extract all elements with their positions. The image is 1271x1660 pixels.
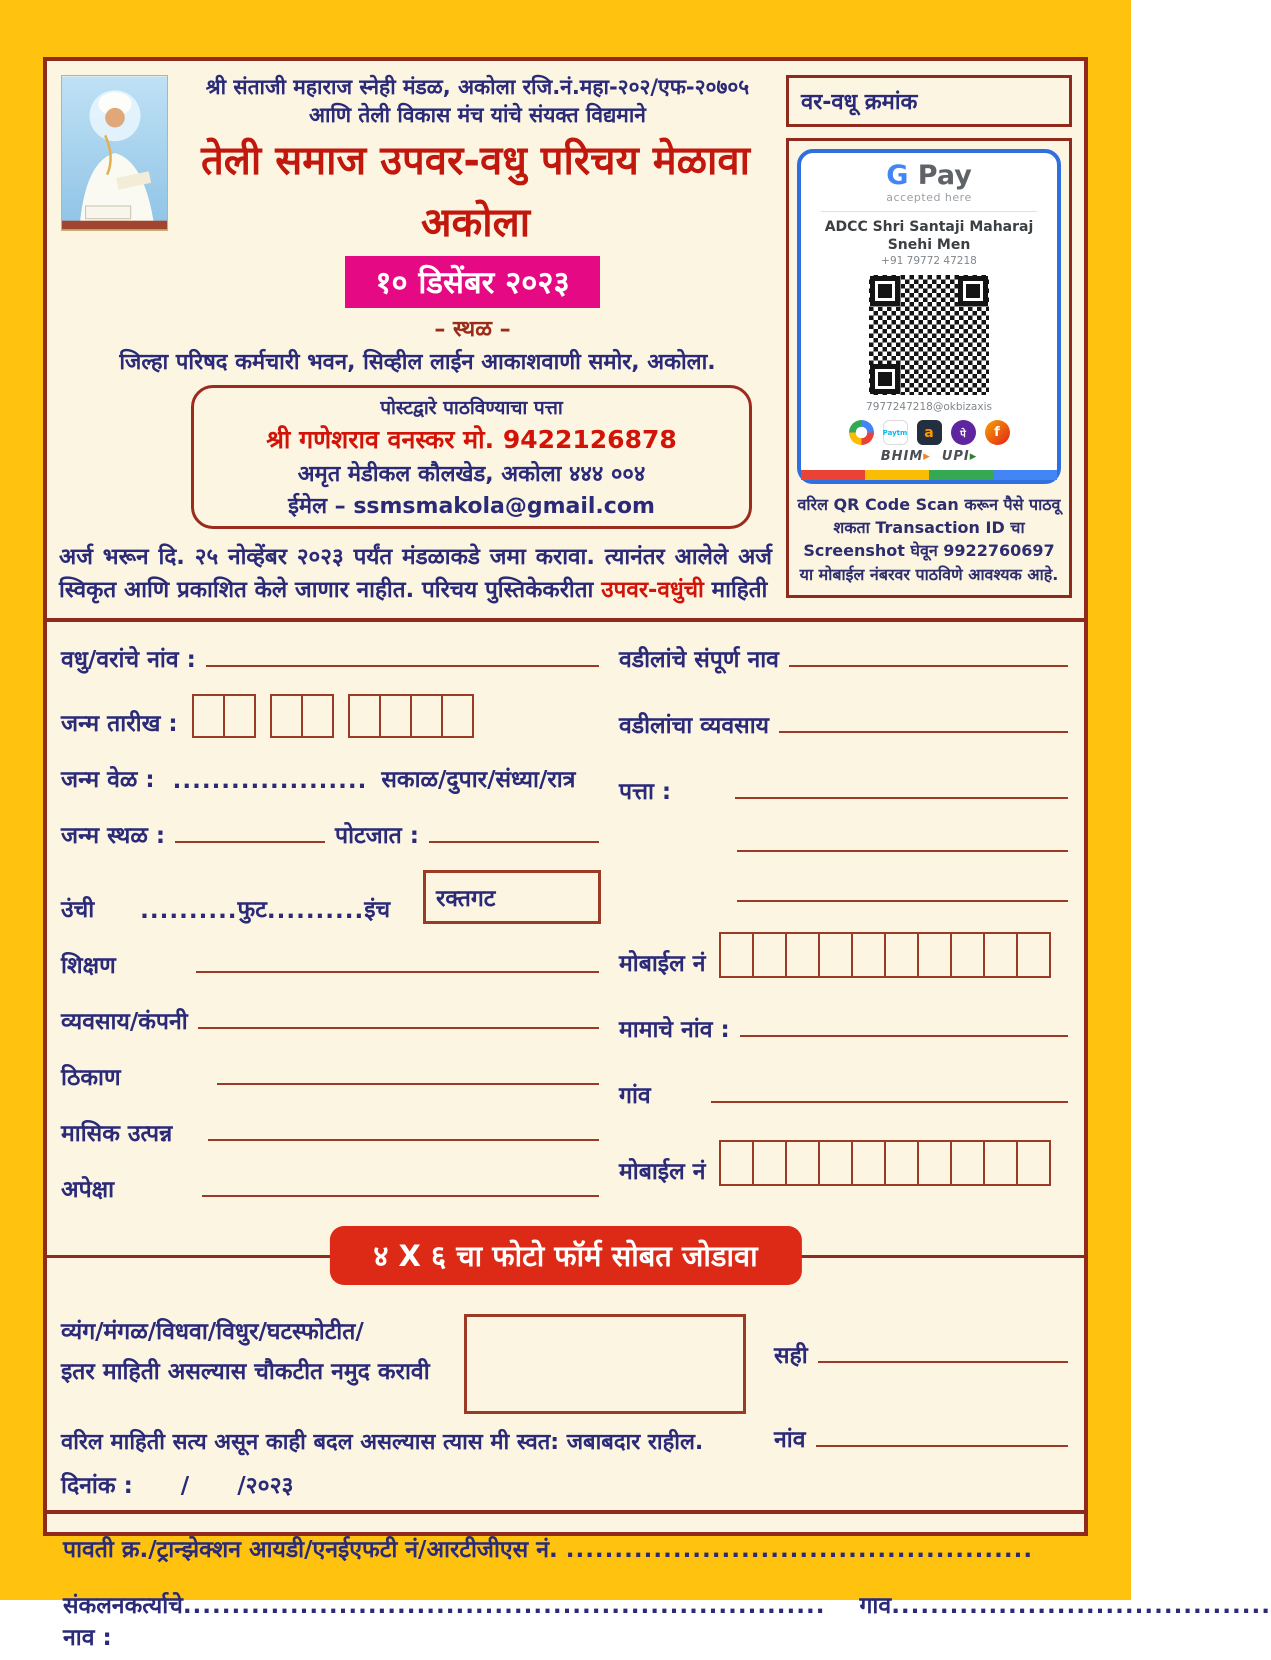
signature-label: सही <box>774 1343 808 1370</box>
income-label: मासिक उत्पन्न <box>61 1121 173 1148</box>
field-village <box>619 1074 1070 1110</box>
date-row <box>61 1468 748 1500</box>
field-uncle-name <box>619 1008 1070 1044</box>
field-signature <box>774 1338 1070 1370</box>
footer-village-input-dots[interactable]: ....................................... <box>891 1593 1271 1620</box>
intro-text-pre: अर्ज भरून दि. २५ नोव्हेंबर २०२३ पर्यंत मंडळाकडे जमा करावा. त्यानंतर आलेले अर्ज स्विकृत आणि प्रकाशित केले जाणार नाहीत. परिचय पुस्तिकेकरीता <box>59 543 772 604</box>
dob-year-cells[interactable] <box>348 694 474 738</box>
declarant-name-input-line[interactable] <box>816 1445 1068 1447</box>
father-occupation-label: वडीलांचा व्यवसाय <box>619 713 770 740</box>
field-birth-place <box>61 814 601 850</box>
venue-text: जिल्हा परिषद कर्मचारी भवन, सिव्हील लाईन आकाशवाणी समोर, अकोला. <box>119 349 716 375</box>
signature-column <box>748 1312 1070 1500</box>
signature-input-line[interactable] <box>818 1361 1068 1363</box>
address-input-line-2[interactable] <box>737 850 1068 852</box>
uncle-name-label: मामाचे नांव : <box>619 1017 730 1044</box>
birth-time-options: सकाळ/दुपार/संध्या/रात्र <box>381 767 576 794</box>
address-label: पत्ता : <box>619 779 672 806</box>
card-divider <box>821 211 1037 212</box>
event-title: तेली समाज उपवर-वधु परिचय मेळावा अकोला <box>201 137 750 246</box>
education-label: शिक्षण <box>61 953 116 980</box>
birth-place-label: जन्म स्थळ : <box>61 823 166 850</box>
declaration-main <box>61 1312 748 1500</box>
merchant-line-2: Snehi Men <box>887 236 971 253</box>
upi-arrow-icon: ▸ <box>969 449 978 465</box>
org-line-2: आणि तेली विकास मंच यांचे संयक्त विद्यमाने <box>309 103 646 128</box>
mobile-2-cells[interactable] <box>719 1140 1051 1186</box>
height-feet-dots[interactable]: .......... <box>140 898 238 925</box>
receipt-input-dots[interactable]: ................................................ <box>565 1537 1034 1564</box>
birth-date-label: जन्म तारीख : <box>61 711 178 738</box>
intro-text-post: माहिती <box>703 577 768 604</box>
merchant-phone: +91 79772 47218 <box>881 255 977 268</box>
upi-label: UPI <box>941 449 970 465</box>
office-footer <box>59 1514 1271 1660</box>
income-input-line[interactable] <box>208 1139 599 1141</box>
expectation-label: अपेक्षा <box>61 1177 115 1204</box>
other-info-box[interactable] <box>464 1314 746 1414</box>
collector-name-input-dots[interactable]: .................................................................. <box>182 1593 826 1620</box>
freecharge-icon: f <box>985 420 1010 445</box>
truth-statement: वरिल माहिती सत्य असून काही बदल असल्यास त्यास मी स्वत: जबाबदार राहील. <box>61 1430 704 1456</box>
registration-number-box[interactable]: वर-वधू क्रमांक <box>786 75 1072 127</box>
date-label: दिनांक : <box>61 1473 133 1500</box>
expectation-input-line[interactable] <box>202 1195 599 1197</box>
occupation-label: व्यवसाय/कंपनी <box>61 1009 188 1036</box>
location-label: ठिकाण <box>61 1065 121 1092</box>
intro-highlight: उपवर-वधुंची <box>601 577 704 604</box>
birth-place-input-line[interactable] <box>175 841 325 843</box>
merchant-name <box>801 218 1057 254</box>
bhim-label: BHIM <box>880 449 924 465</box>
height-label: उंची <box>61 897 95 924</box>
org-line-1: श्री संताजी महाराज स्नेही मंडळ, अकोला रजि.नं.महा-२०२/एफ-२०७०५ <box>205 75 750 99</box>
qr-finder-top-left <box>870 276 900 306</box>
venue-label: – स्थळ – <box>434 316 511 342</box>
declaration-texts <box>61 1312 458 1393</box>
birth-time-label: जन्म वेळ : <box>61 767 155 794</box>
payment-column <box>786 69 1072 608</box>
dob-month-cells[interactable] <box>270 694 334 738</box>
qr-finder-top-right <box>958 276 988 306</box>
field-address <box>619 770 1070 806</box>
blood-group-box[interactable] <box>423 870 601 924</box>
payment-app-icons <box>801 420 1057 445</box>
upi-id-text: 7977247218@okbizaxis <box>866 401 992 414</box>
mobile-2-label: मोबाईल नं <box>619 1159 706 1186</box>
occupation-input-line[interactable] <box>198 1027 599 1029</box>
gpay-pay: Pay <box>908 160 972 191</box>
name-label: वधु/वरांचे नांव : <box>61 647 196 674</box>
collector-name-label: संकलनकर्त्याचे नाव : <box>63 1593 183 1652</box>
form-right-column <box>619 638 1070 1224</box>
card-color-stripe <box>801 470 1057 480</box>
father-name-input-line[interactable] <box>789 665 1068 667</box>
contact-phone: 9422126878 <box>502 424 677 454</box>
field-education <box>61 944 601 980</box>
merchant-line-1: ADCC Shri Santaji Maharaj <box>824 218 1034 235</box>
accepted-here-text: accepted here <box>886 190 972 204</box>
bhim-upi-logo <box>801 449 1057 464</box>
photo-banner-row <box>59 1226 1072 1288</box>
form-content-frame <box>43 57 1271 1652</box>
location-input-line[interactable] <box>217 1083 599 1085</box>
gpay-icon <box>849 420 874 445</box>
field-father-name <box>619 638 1070 674</box>
field-income <box>61 1112 601 1148</box>
field-height-blood <box>61 870 601 924</box>
event-date-badge: १० डिसेंबर २०२३ <box>345 256 599 308</box>
postal-contact-name <box>204 422 739 456</box>
postal-email: ईमेल – ssmsmakola@gmail.com <box>288 493 655 519</box>
mobile-1-label: मोबाईल नं <box>619 951 706 978</box>
gpay-logo-icon <box>801 161 1057 191</box>
bhim-arrow-icon: ▸ <box>923 449 931 465</box>
top-section <box>59 69 1072 608</box>
payment-box <box>786 138 1072 598</box>
field-expectation <box>61 1168 601 1204</box>
top-main-column <box>59 69 776 608</box>
receipt-label: पावती क्र./ट्रान्झेक्शन आयडी/एनईएफटी नं/आरटीजीएस नं. <box>63 1537 566 1564</box>
father-name-label: वडीलांचे संपूर्ण नाव <box>619 647 779 674</box>
declaration-top-row <box>61 1312 748 1414</box>
intro-paragraph <box>59 541 776 609</box>
gpay-g: G <box>886 160 909 191</box>
uncle-name-input-line[interactable] <box>740 1035 1068 1037</box>
form-left-column <box>61 638 601 1224</box>
field-birth-time <box>61 758 601 794</box>
amazon-pay-icon: a <box>917 420 942 445</box>
field-mobile-1 <box>619 932 1070 978</box>
name-input-line[interactable] <box>206 665 599 667</box>
declarant-name-label: नांव <box>774 1427 806 1454</box>
field-occupation <box>61 1000 601 1036</box>
subcaste-input-line[interactable] <box>429 841 599 843</box>
collector-row <box>63 1588 1271 1652</box>
field-declarant-name <box>774 1422 1070 1454</box>
education-input-line[interactable] <box>196 971 599 973</box>
phonepe-icon: पे <box>951 420 976 445</box>
field-birth-date <box>61 694 601 738</box>
saint-portrait-image <box>61 75 168 231</box>
date-input-value[interactable]: / /२०२३ <box>132 1473 294 1500</box>
address-input-line-1[interactable] <box>735 797 1068 799</box>
event-date-row <box>169 256 776 308</box>
subcaste-label: पोटजात : <box>335 823 419 850</box>
village-input-line[interactable] <box>711 1101 1068 1103</box>
form-section <box>59 622 1072 1224</box>
footer-village-label: गाव <box>859 1593 892 1620</box>
postal-address-box <box>191 385 752 529</box>
field-father-occupation <box>619 704 1070 740</box>
inch-label: इंच <box>364 897 391 924</box>
height-inch-dots[interactable]: .......... <box>266 898 365 925</box>
declaration-line-1: व्यंग/मंगळ/विधवा/विधुर/घटस्फोटीत/ <box>61 1319 364 1346</box>
receipt-row <box>63 1532 1068 1564</box>
qr-finder-bottom-left <box>870 364 900 394</box>
mobile-1-cells[interactable] <box>719 932 1051 978</box>
feet-label: फुट <box>237 897 267 924</box>
birth-time-input-dots[interactable]: .................... <box>172 768 368 795</box>
photo-banner: ४ X ६ चा फोटो फॉर्म सोबत जोडावा <box>329 1226 801 1285</box>
contact-name: श्री गणेशराव वनस्कर मो. <box>266 424 503 454</box>
dob-day-cells[interactable] <box>192 694 256 738</box>
postal-heading: पोस्टद्वारे पाठविण्याचा पत्ता <box>380 396 563 419</box>
gpay-card <box>797 149 1061 484</box>
qr-code <box>866 272 992 398</box>
father-occupation-input-line[interactable] <box>779 731 1068 733</box>
address-input-line-3[interactable] <box>737 900 1068 902</box>
field-mobile-2 <box>619 1140 1070 1186</box>
postal-address: अमृत मेडीकल कौलखेड, अकोला ४४४ ००४ <box>297 461 646 487</box>
field-name <box>61 638 601 674</box>
declaration-section <box>59 1288 1072 1500</box>
paytm-icon: Paytm <box>883 420 908 445</box>
organization-lines <box>179 69 776 130</box>
field-location <box>61 1056 601 1092</box>
blood-group-label: रक्तगट <box>436 886 496 913</box>
village-label: गांव <box>619 1083 651 1110</box>
declaration-line-2: इतर माहिती असल्यास चौकटीत नमुद करावी <box>61 1359 430 1386</box>
payment-instructions: वरिल QR Code Scan करून पैसे पाठवू शकता Transaction ID चा Screenshot घेवून 9922760697 या मोबाईल नंबरवर पाठविणे आवश्यक आहे. <box>797 495 1061 584</box>
